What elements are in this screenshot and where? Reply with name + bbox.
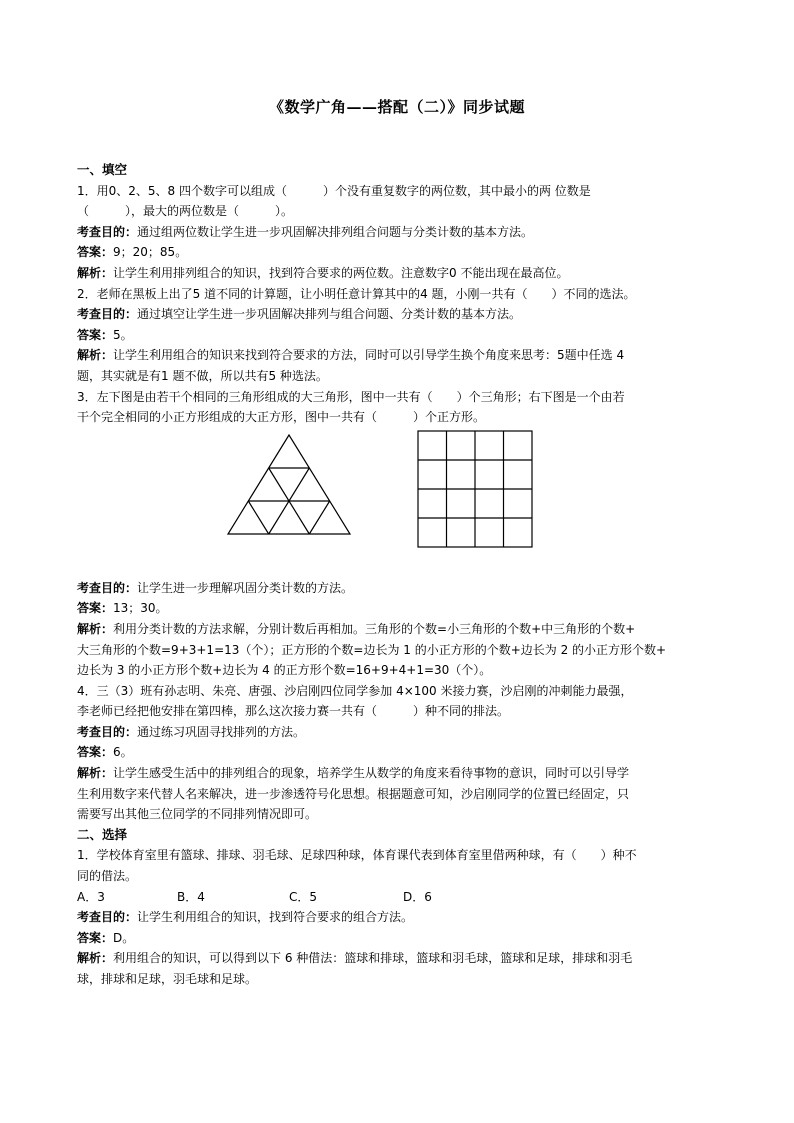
question-2-analysis xyxy=(77,345,723,366)
question-3-purpose xyxy=(77,578,723,599)
purpose-text: 通过组两位数让学生进一步巩固解决排列组合问题与分类计数的基本方法。 xyxy=(137,224,534,239)
question-1-text: 1．用0、2、5、8 四个数字可以组成（ ）个没有重复数字的两位数，其中最小的两 位数是 xyxy=(77,183,591,198)
choice-question-1-analysis-cont: 球，排球和足球，羽毛球和足球。 xyxy=(77,972,258,986)
question-3-figures xyxy=(77,430,723,578)
question-2-answer xyxy=(77,325,723,346)
question-3-text-cont: 干个完全相同的小正方形组成的大正方形，图中一共有（ ）个正方形。 xyxy=(77,410,486,425)
triangle-figure xyxy=(227,434,351,536)
question-1-purpose xyxy=(77,222,723,243)
purpose-text: 让学生利用组合的知识，找到符合要求的组合方法。 xyxy=(137,910,414,925)
question-3-answer xyxy=(77,598,723,619)
choice-question-1-text: 1．学校体育室里有篮球、排球、羽毛球、足球四种球，体育课代表到体育室里借两种球，有（ ）种不 xyxy=(77,848,637,863)
purpose-label: 考查目的： xyxy=(77,307,138,322)
choice-question-1-analysis xyxy=(77,948,723,969)
question-4-purpose xyxy=(77,722,723,743)
question-1-answer xyxy=(77,242,723,263)
analysis-label: 解析： xyxy=(77,348,114,363)
question-1-analysis xyxy=(77,263,723,284)
question-3-analysis-cont: 边长为 3 的小正方形个数+边长为 4 的正方形个数=16+9+4+1=30（个）。 xyxy=(77,663,492,678)
question-4-analysis-cont: 需要写出其他三位同学的不同排列情况即可。 xyxy=(77,807,318,822)
question-3-text: 3．左下图是由若干个相同的三角形组成的大三角形，图中一共有（ ）个三角形；右下图是一个由若 xyxy=(77,389,625,404)
document-body xyxy=(77,160,723,990)
answer-text: D。 xyxy=(113,930,135,945)
question-1-text-cont: （ ），最大的两位数是（ ）。 xyxy=(77,204,294,219)
answer-text: 5。 xyxy=(113,327,133,342)
purpose-text: 通过练习巩固寻找排列的方法。 xyxy=(137,724,306,739)
analysis-text: 利用组合的知识，可以得到以下 6 种借法：篮球和排球，篮球和羽毛球，篮球和足球，排球和羽毛 xyxy=(113,951,633,966)
question-2-analysis-cont: 题，其实就是有1 题不做，所以共有5 种选法。 xyxy=(77,368,328,383)
analysis-label: 解析： xyxy=(77,951,114,966)
question-2-text: 2．老师在黑板上出了5 道不同的计算题，让小明任意计算其中的4 题，小刚一共有（ ）不同的选法。 xyxy=(77,286,636,301)
section-heading-choice: 二、选择 xyxy=(77,826,128,842)
option-b: B．4 xyxy=(177,889,205,904)
question-4-analysis-cont: 生利用数字来代替人名来解决，进一步渗透符号化思想。根据题意可知，沙启刚同学的位置已经固定，只 xyxy=(77,786,630,801)
choice-question-1-answer xyxy=(77,928,723,949)
option-a: A．3 xyxy=(77,889,105,904)
answer-label: 答案： xyxy=(77,327,114,342)
question-4-text-cont: 李老师已经把他安排在第四棒，那么这次接力赛一共有（ ）种不同的排法。 xyxy=(77,704,510,719)
choice-options xyxy=(77,887,723,908)
choice-question-1-purpose xyxy=(77,907,723,928)
question-4-text: 4．三（3）班有孙志明、朱亮、唐强、沙启刚四位同学参加 4×100 米接力赛，沙启刚的冲刺能力最强， xyxy=(77,683,633,698)
option-d: D．6 xyxy=(403,889,432,904)
answer-label: 答案： xyxy=(77,745,114,760)
question-2-purpose xyxy=(77,304,723,325)
big-triangle-outline xyxy=(228,435,350,534)
answer-text: 6。 xyxy=(113,745,133,760)
answer-label: 答案： xyxy=(77,930,114,945)
answer-label: 答案： xyxy=(77,601,114,616)
purpose-label: 考查目的： xyxy=(77,580,138,595)
question-4-answer xyxy=(77,742,723,763)
analysis-text: 利用分类计数的方法求解，分别计数后再相加。三角形的个数=小三角形的个数+中三角形的个数+ xyxy=(113,621,636,636)
analysis-text: 让学生感受生活中的排列组合的现象，培养学生从数学的角度来看待事物的意识，同时可以引导学 xyxy=(113,766,630,781)
option-c: C．5 xyxy=(289,889,318,904)
analysis-label: 解析： xyxy=(77,265,114,280)
analysis-label: 解析： xyxy=(77,766,114,781)
question-3-analysis xyxy=(77,619,723,640)
question-4-analysis xyxy=(77,763,723,784)
triangle-inner-line xyxy=(309,501,329,534)
analysis-text: 让学生利用排列组合的知识，找到符合要求的两位数。注意数字0 不能出现在最高位。 xyxy=(113,265,569,280)
answer-text: 13；30。 xyxy=(113,601,168,616)
purpose-text: 让学生进一步理解巩固分类计数的方法。 xyxy=(137,580,354,595)
purpose-label: 考查目的： xyxy=(77,910,138,925)
answer-text: 9；20；85。 xyxy=(113,245,188,260)
choice-question-1-text-cont: 同的借法。 xyxy=(77,869,138,884)
analysis-label: 解析： xyxy=(77,621,114,636)
triangle-inner-line xyxy=(248,501,268,534)
section-heading-fill-in: 一、填空 xyxy=(77,162,128,177)
purpose-label: 考查目的： xyxy=(77,724,138,739)
purpose-text: 通过填空让学生进一步巩固解决排列与组合问题、分类计数的基本方法。 xyxy=(137,307,522,322)
document-title: 《数学广角——搭配（二）》同步试题 xyxy=(268,98,525,116)
analysis-text: 让学生利用组合的知识来找到符合要求的方法，同时可以引导学生换个角度来思考：5题中任选 4 xyxy=(113,348,625,363)
answer-label: 答案： xyxy=(77,245,114,260)
purpose-label: 考查目的： xyxy=(77,224,138,239)
square-grid-figure xyxy=(417,430,534,548)
question-3-analysis-cont: 大三角形的个数=9+3+1=13（个）；正方形的个数=边长为 1 的小正方形的个数+边长为 2 的小正方形个数+ xyxy=(77,642,667,657)
